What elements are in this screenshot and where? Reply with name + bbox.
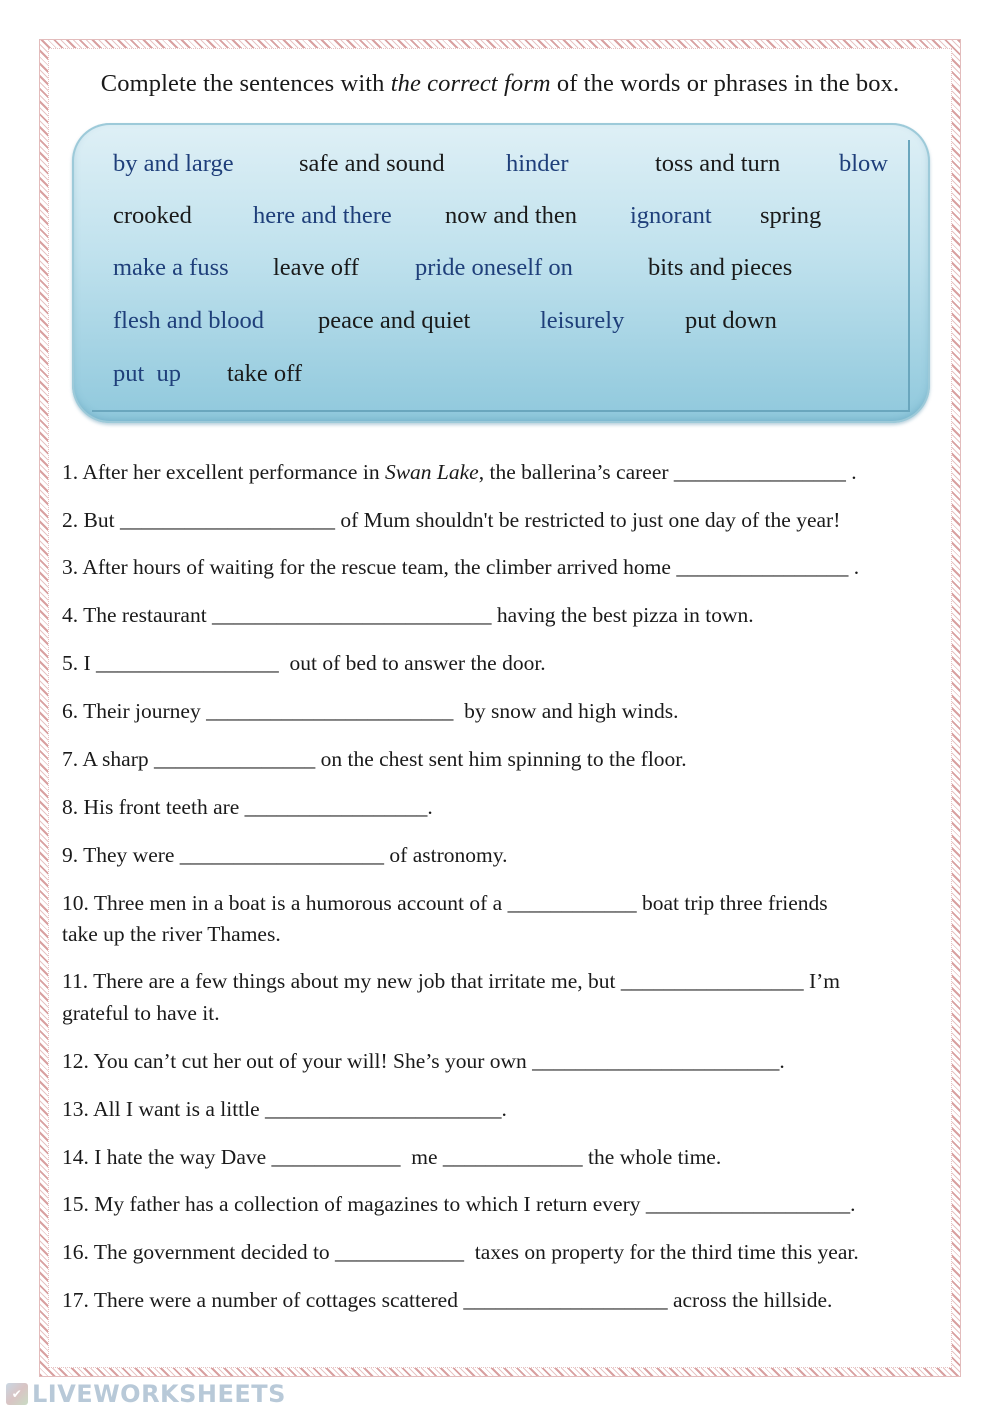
question-10[interactable]: 10. Three men in a boat is a humorous account of a ____________ boat trip three friends bbox=[62, 891, 828, 915]
word-box-item: put down bbox=[685, 307, 777, 334]
word-box-edge bbox=[908, 140, 910, 412]
question-6[interactable]: 6. Their journey _______________________ by snow and high winds. bbox=[62, 699, 679, 723]
question-9[interactable]: 9. They were ___________________ of astronomy. bbox=[62, 843, 508, 867]
question-1: 1. After her excellent performance in Swan Lake, the ballerina’s career ________________ . bbox=[62, 460, 857, 484]
question-17[interactable]: 17. There were a number of cottages scattered ___________________ across the hillside. bbox=[62, 1288, 833, 1312]
question-7[interactable]: 7. A sharp _______________ on the chest sent him spinning to the floor. bbox=[62, 747, 687, 771]
question-5[interactable]: 5. I _________________ out of bed to answer the door. bbox=[62, 651, 546, 675]
word-box-item: toss and turn bbox=[655, 150, 781, 177]
word-box-item: hinder bbox=[506, 150, 569, 177]
word-box-item: bits and pieces bbox=[648, 254, 793, 281]
word-box-item: blow bbox=[839, 150, 888, 177]
question-15[interactable]: 15. My father has a collection of magazines to which I return every ___________________. bbox=[62, 1192, 856, 1216]
question-8[interactable]: 8. His front teeth are _________________. bbox=[62, 795, 433, 819]
answer-blank[interactable]: , the ballerina’s career ________________ . bbox=[478, 460, 857, 484]
logo-text: LIVEWORKSHEETS bbox=[32, 1380, 286, 1408]
question-2[interactable]: 2. But ____________________ of Mum shouldn't be restricted to just one day of the year! bbox=[62, 508, 841, 532]
question-11[interactable]: 11. There are a few things about my new job that irritate me, but _________________ I’m bbox=[62, 969, 840, 993]
word-box-item: put up bbox=[113, 360, 182, 387]
word-box-item: leisurely bbox=[540, 307, 625, 334]
question-10-continued: take up the river Thames. bbox=[62, 922, 281, 946]
question-14[interactable]: 14. I hate the way Dave ____________ me _____________ the whole time. bbox=[62, 1145, 722, 1169]
word-box-item: flesh and blood bbox=[113, 307, 265, 334]
question-16[interactable]: 16. The government decided to ____________ taxes on property for the third time this year. bbox=[62, 1240, 859, 1264]
question-3[interactable]: 3. After hours of waiting for the rescue team, the climber arrived home ________________ . bbox=[62, 555, 860, 579]
logo-icon: ✔ bbox=[6, 1383, 28, 1405]
word-box-item: safe and sound bbox=[299, 150, 445, 177]
word-box-item: here and there bbox=[253, 202, 392, 229]
word-box-item: crooked bbox=[113, 202, 192, 229]
word-box-item: leave off bbox=[273, 254, 359, 281]
word-box-item: now and then bbox=[445, 202, 577, 229]
question-4[interactable]: 4. The restaurant __________________________ having the best pizza in town. bbox=[62, 603, 754, 627]
word-box-item: pride oneself on bbox=[415, 254, 573, 281]
word-box-bottom-edge bbox=[92, 410, 910, 412]
word-box-item: make a fuss bbox=[113, 254, 229, 281]
word-box-item: take off bbox=[227, 360, 303, 387]
instruction-text: Complete the sentences with the correct form of the words or phrases in the box. bbox=[100, 70, 900, 97]
question-11-continued: grateful to have it. bbox=[62, 1001, 220, 1025]
instruction-emphasis: the correct form bbox=[390, 70, 551, 97]
title-swan-lake: Swan Lake bbox=[384, 460, 479, 484]
question-12[interactable]: 12. You can’t cut her out of your will! She’s your own _______________________. bbox=[62, 1049, 785, 1073]
word-box-item: by and large bbox=[113, 150, 234, 177]
liveworksheets-logo[interactable] bbox=[6, 1381, 286, 1407]
word-box-item: peace and quiet bbox=[318, 307, 471, 334]
word-box-item: ignorant bbox=[630, 202, 712, 229]
question-13[interactable]: 13. All I want is a little ______________________. bbox=[62, 1097, 507, 1121]
word-box-item: spring bbox=[760, 202, 822, 229]
